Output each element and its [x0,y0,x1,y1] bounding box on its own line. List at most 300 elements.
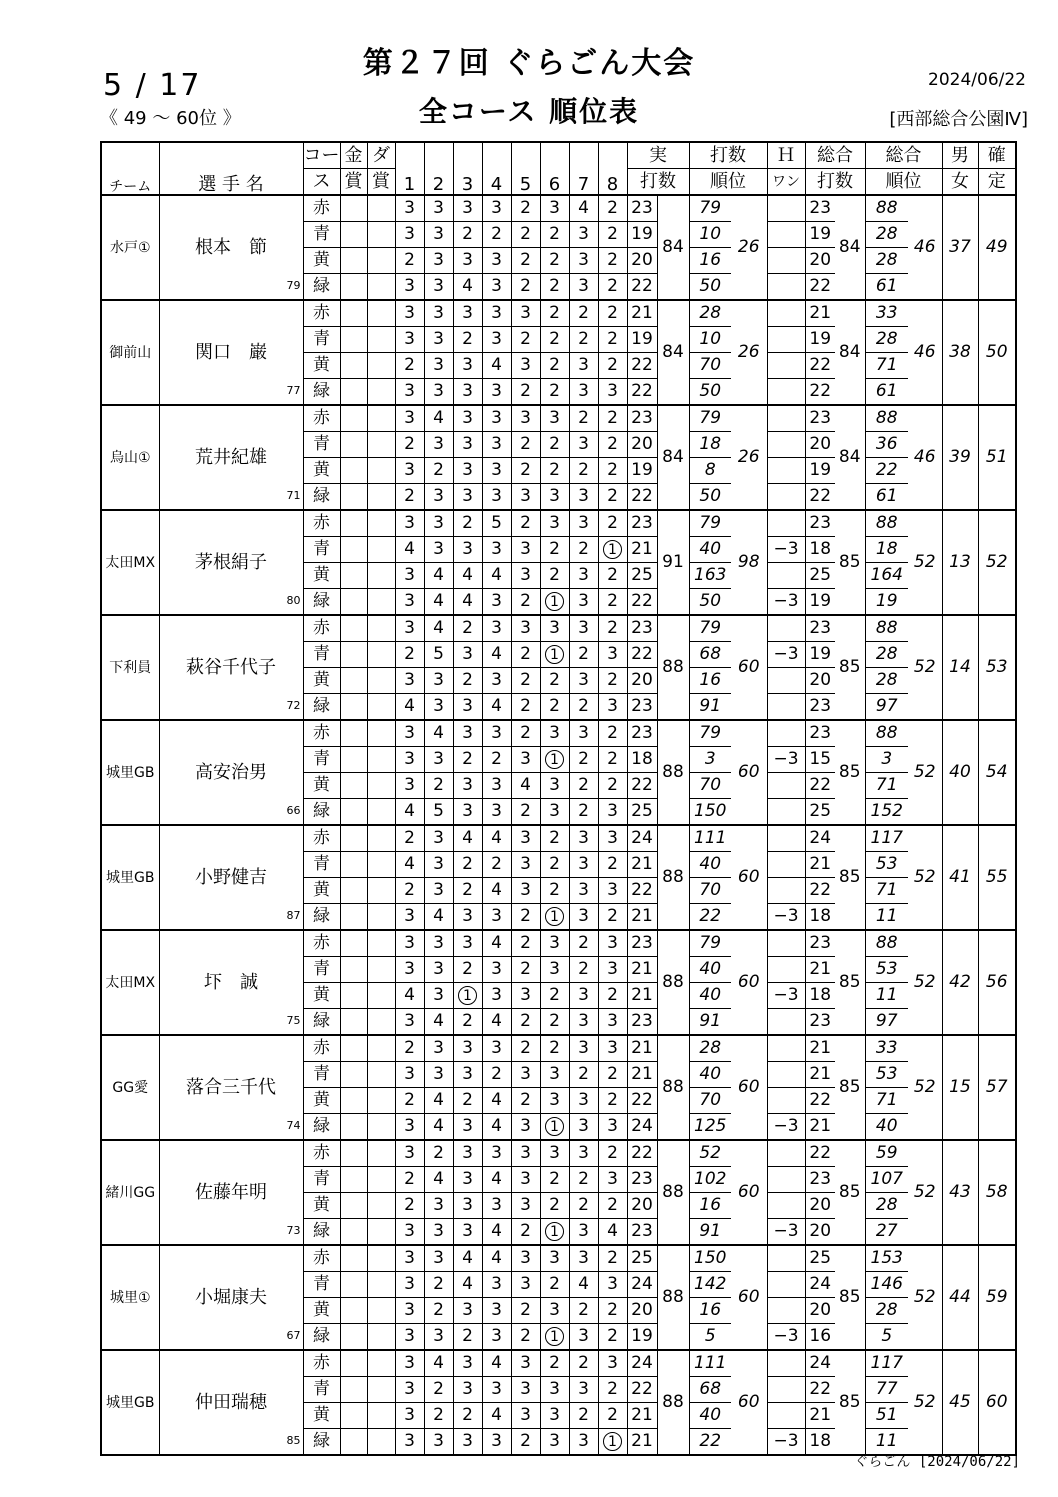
course-total-rank: 71 [865,878,908,904]
table-row [101,510,1016,537]
hole-score: 4 [482,1114,511,1141]
hole-score: 3 [598,642,627,668]
course-label: 黄 [303,563,340,589]
da-prize [367,484,395,511]
course-label: 赤 [303,510,340,537]
course-rank: 28 [689,1035,731,1062]
course-rank: 91 [689,1009,731,1036]
hole-score: 3 [482,458,511,484]
hole-score: 2 [511,1429,540,1456]
hole-score: 3 [424,825,453,852]
hole-score: 3 [424,694,453,721]
hole-in-one-mark: 1 [545,750,564,769]
hole-score: 3 [424,668,453,694]
course-total-strokes: 21 [805,852,835,878]
hole-score: 3 [395,1272,424,1298]
hole-score: 3 [395,668,424,694]
da-prize [367,1245,395,1272]
da-prize [367,353,395,379]
hole-score: 3 [482,300,511,327]
hole-score: 4 [482,1350,511,1377]
total-strokes: 84 [835,405,865,510]
gold-prize [340,1298,367,1324]
handicap: 72 [286,699,301,712]
handicap: 67 [286,1329,301,1342]
total-rank: 52 [908,1035,942,1140]
player-name-text: 佐藤年明 [195,1181,267,1203]
hole-score: 3 [424,1219,453,1246]
hole-score: 3 [540,930,569,957]
hole-score: 4 [482,1403,511,1429]
col-hole-5: 5 [511,142,540,195]
hole-score: 3 [395,458,424,484]
hole-score: 2 [395,484,424,511]
hole-score: 2 [453,1088,482,1114]
course-rank: 40 [689,537,731,563]
hole-score: 3 [540,773,569,799]
course-strokes: 21 [627,904,657,931]
hole-score: 3 [569,1324,598,1351]
player-name [159,825,303,930]
course-total-strokes: 19 [805,222,835,248]
hole-score: 4 [424,563,453,589]
da-prize [367,720,395,747]
course-strokes: 23 [627,615,657,642]
hole-score: 2 [395,432,424,458]
hole-score: 3 [395,1377,424,1403]
course-rank: 40 [689,1062,731,1088]
course-label: 青 [303,747,340,773]
hole-score [540,589,569,616]
hole-score: 3 [482,589,511,616]
hole-score: 3 [453,799,482,826]
team-name: 水戸① [101,195,159,300]
strokes-rank: 60 [731,825,767,930]
hole-score: 2 [598,852,627,878]
course-total-strokes: 24 [805,1272,835,1298]
course-rank: 40 [689,957,731,983]
hole-score: 3 [569,484,598,511]
page-number: 5 / 17 [103,68,202,103]
course-rank: 79 [689,930,731,957]
course-total-strokes: 21 [805,300,835,327]
hole-score: 3 [511,484,540,511]
course-total-rank: 19 [865,589,908,616]
da-prize [367,694,395,721]
team-name: 烏山① [101,405,159,510]
gold-prize [340,1140,367,1167]
hole-score [540,747,569,773]
hole-score: 2 [598,458,627,484]
gold-prize [340,1167,367,1193]
actual-strokes: 88 [657,720,689,825]
course-total-rank: 88 [865,720,908,747]
hole-score: 4 [453,825,482,852]
col-actual-bottom: 打数 [627,169,689,196]
results-table [100,141,1017,1456]
course-strokes: 23 [627,195,657,222]
hole-in-one-bonus: −3 [767,537,805,563]
course-total-rank: 33 [865,1035,908,1062]
course-total-strokes: 22 [805,379,835,406]
actual-strokes: 91 [657,510,689,615]
hole-score: 3 [569,1114,598,1141]
course-total-rank: 61 [865,274,908,301]
gold-prize [340,405,367,432]
course-strokes: 24 [627,825,657,852]
course-label: 緑 [303,1324,340,1351]
hole-score: 3 [598,379,627,406]
hole-score: 2 [569,1062,598,1088]
hole-score: 2 [569,642,598,668]
hole-score: 2 [598,248,627,274]
course-total-strokes: 20 [805,1219,835,1246]
col-course-bottom: ス [303,169,340,196]
course-label: 緑 [303,379,340,406]
hole-in-one-bonus [767,1088,805,1114]
hole-score: 3 [453,1377,482,1403]
gold-prize [340,825,367,852]
course-label: 赤 [303,720,340,747]
hole-score: 3 [569,852,598,878]
hole-score: 2 [569,537,598,563]
table-row [101,930,1016,957]
hole-score: 2 [598,563,627,589]
hole-score: 3 [395,405,424,432]
hole-in-one-bonus [767,432,805,458]
gold-prize [340,983,367,1009]
hole-score: 3 [511,825,540,852]
hole-in-one-bonus [767,1193,805,1219]
table-row [101,720,1016,747]
actual-strokes: 84 [657,195,689,300]
hole-score: 2 [540,852,569,878]
hole-score: 2 [395,1035,424,1062]
total-strokes: 84 [835,300,865,405]
hole-score: 2 [540,1350,569,1377]
hole-score: 2 [511,1298,540,1324]
strokes-rank: 60 [731,1245,767,1350]
course-rank: 8 [689,458,731,484]
course-rank: 16 [689,1298,731,1324]
hole-score: 3 [511,353,540,379]
course-label: 赤 [303,825,340,852]
hole-score: 2 [511,642,540,668]
course-rank: 18 [689,432,731,458]
course-total-strokes: 21 [805,1035,835,1062]
col-total-bottom: 打数 [805,169,865,196]
course-rank: 70 [689,353,731,379]
hole-score [598,1429,627,1456]
hole-score: 2 [598,589,627,616]
actual-strokes: 88 [657,615,689,720]
hole-score: 2 [540,300,569,327]
course-total-strokes: 15 [805,747,835,773]
gold-prize [340,1245,367,1272]
hole-score: 2 [569,458,598,484]
player-name [159,1245,303,1350]
da-prize [367,1324,395,1351]
course-rank: 79 [689,510,731,537]
strokes-rank: 60 [731,930,767,1035]
strokes-rank: 26 [731,405,767,510]
course-total-strokes: 19 [805,589,835,616]
course-label: 赤 [303,1245,340,1272]
total-strokes: 85 [835,1245,865,1350]
strokes-rank: 60 [731,1350,767,1455]
course-rank: 79 [689,405,731,432]
hole-score: 3 [482,957,511,983]
hole-in-one-bonus [767,1167,805,1193]
table-row [101,1350,1016,1377]
hole-score: 2 [395,1167,424,1193]
gold-prize [340,1193,367,1219]
hole-score: 3 [511,1272,540,1298]
hole-score: 2 [598,747,627,773]
course-strokes: 25 [627,799,657,826]
hole-score: 5 [424,642,453,668]
hole-score: 3 [482,195,511,222]
handicap: 75 [286,1014,301,1027]
team-name: 太田MX [101,510,159,615]
total-rank: 46 [908,405,942,510]
course-total-strokes: 24 [805,1350,835,1377]
course-strokes: 19 [627,1324,657,1351]
handicap: 74 [286,1119,301,1132]
hole-score: 4 [395,799,424,826]
course-strokes: 23 [627,930,657,957]
hole-score: 5 [424,799,453,826]
hole-score: 4 [424,1088,453,1114]
hole-score: 3 [569,720,598,747]
rank-range: 《 49 ～ 60位 》 [100,108,241,129]
hole-score: 2 [540,222,569,248]
course-label: 緑 [303,1219,340,1246]
course-total-rank: 117 [865,825,908,852]
gold-prize [340,957,367,983]
course-label: 青 [303,537,340,563]
course-rank: 70 [689,773,731,799]
hole-score: 3 [482,379,511,406]
course-strokes: 22 [627,353,657,379]
hole-score: 2 [540,1167,569,1193]
course-rank: 52 [689,1140,731,1167]
course-total-rank: 11 [865,983,908,1009]
gold-prize [340,1035,367,1062]
hole-score: 2 [482,747,511,773]
hole-score: 3 [424,852,453,878]
gold-prize [340,1009,367,1036]
hole-score: 3 [598,1350,627,1377]
course-strokes: 20 [627,668,657,694]
hole-score: 2 [482,852,511,878]
hole-score: 3 [453,694,482,721]
hole-in-one-bonus [767,1140,805,1167]
hole-score: 2 [598,353,627,379]
course-total-rank: 61 [865,484,908,511]
hole-in-one-bonus [767,274,805,301]
hole-in-one-mark: 1 [545,1117,564,1136]
hole-score: 3 [569,1377,598,1403]
strokes-rank: 60 [731,615,767,720]
da-prize [367,1035,395,1062]
gold-prize [340,720,367,747]
total-strokes: 84 [835,195,865,300]
course-total-rank: 11 [865,904,908,931]
hole-score: 4 [453,1272,482,1298]
total-strokes: 85 [835,615,865,720]
hole-score: 3 [395,222,424,248]
team-name: 下利員 [101,615,159,720]
course-rank: 111 [689,825,731,852]
hole-score: 3 [511,563,540,589]
event-date: 2024/06/22 [928,70,1026,90]
hole-score: 3 [395,1062,424,1088]
gold-prize [340,694,367,721]
hole-in-one-bonus [767,510,805,537]
course-total-rank: 77 [865,1377,908,1403]
col-gender-top: 男 [942,142,978,169]
hole-score: 3 [569,878,598,904]
hole-score: 2 [424,1298,453,1324]
da-prize [367,799,395,826]
hole-score: 3 [395,930,424,957]
course-total-strokes: 20 [805,432,835,458]
hole-score: 2 [598,222,627,248]
hole-score: 2 [598,327,627,353]
gold-prize [340,852,367,878]
course-label: 青 [303,957,340,983]
gold-prize [340,484,367,511]
hole-score: 3 [453,1062,482,1088]
hole-score: 3 [482,1298,511,1324]
hole-score: 3 [482,1324,511,1351]
hole-score: 2 [395,248,424,274]
table-row [101,825,1016,852]
hole-score: 2 [395,825,424,852]
player-name-text: 根本 節 [195,236,267,258]
strokes-rank: 98 [731,510,767,615]
course-strokes: 21 [627,1403,657,1429]
hole-score: 3 [569,1245,598,1272]
hole-score: 2 [511,589,540,616]
course-total-rank: 28 [865,1298,908,1324]
hole-score: 2 [424,1377,453,1403]
hole-score: 3 [453,432,482,458]
hole-score: 3 [453,1035,482,1062]
hole-score: 3 [511,852,540,878]
gender-rank: 38 [942,300,978,405]
hole-score: 3 [540,1062,569,1088]
course-total-rank: 53 [865,1062,908,1088]
course-total-strokes: 22 [805,484,835,511]
hole-score: 3 [395,1403,424,1429]
course-rank: 142 [689,1272,731,1298]
final-rank: 57 [978,1035,1016,1140]
hole-in-one-bonus [767,327,805,353]
hole-score: 3 [598,930,627,957]
col-hole-1: 1 [395,142,424,195]
hole-score: 3 [424,248,453,274]
hole-score: 3 [424,747,453,773]
course-total-rank: 152 [865,799,908,826]
col-total-rank-top: 総合 [865,142,942,169]
hole-score: 2 [511,195,540,222]
da-prize [367,930,395,957]
total-rank: 52 [908,720,942,825]
hole-score: 2 [540,248,569,274]
hole-score: 3 [395,904,424,931]
hole-score: 3 [598,957,627,983]
hole-score: 4 [453,589,482,616]
course-label: 赤 [303,930,340,957]
hole-score [540,642,569,668]
col-gold-top: 金 [340,142,367,169]
hole-score: 2 [540,694,569,721]
course-label: 青 [303,327,340,353]
handicap: 87 [286,909,301,922]
course-label: 赤 [303,195,340,222]
hole-score: 3 [453,1114,482,1141]
course-total-rank: 3 [865,747,908,773]
hole-in-one-mark: 1 [545,907,564,926]
hole-score: 4 [424,405,453,432]
hole-in-one-bonus [767,563,805,589]
actual-strokes: 88 [657,930,689,1035]
hole-score: 2 [424,1140,453,1167]
player-name-text: 萩谷千代子 [186,656,276,678]
final-rank: 50 [978,300,1016,405]
course-label: 青 [303,642,340,668]
hole-in-one-bonus [767,458,805,484]
hole-score: 3 [395,589,424,616]
hole-score: 2 [598,904,627,931]
course-strokes: 23 [627,694,657,721]
course-label: 青 [303,852,340,878]
hole-score: 3 [453,773,482,799]
course-total-strokes: 20 [805,1193,835,1219]
course-rank: 50 [689,379,731,406]
da-prize [367,1219,395,1246]
da-prize [367,825,395,852]
hole-in-one-mark: 1 [545,1327,564,1346]
course-strokes: 23 [627,1167,657,1193]
total-rank: 52 [908,1350,942,1455]
course-total-strokes: 22 [805,274,835,301]
total-rank: 46 [908,300,942,405]
hole-score: 3 [395,379,424,406]
gold-prize [340,379,367,406]
hole-score: 2 [540,1009,569,1036]
hole-in-one-bonus [767,1062,805,1088]
hole-score: 3 [569,432,598,458]
col-course-top: コー [303,142,340,169]
hole-score: 2 [511,327,540,353]
hole-score: 2 [598,720,627,747]
footer-credit: ぐらごん [2024/06/22] [854,1454,1020,1470]
hole-score: 2 [424,1403,453,1429]
hole-score: 4 [424,589,453,616]
gold-prize [340,195,367,222]
hole-score: 3 [482,1035,511,1062]
hole-score: 2 [540,353,569,379]
actual-strokes: 88 [657,1035,689,1140]
gold-prize [340,274,367,301]
hole-score: 3 [511,405,540,432]
course-rank: 50 [689,484,731,511]
hole-score: 2 [424,773,453,799]
course-strokes: 23 [627,720,657,747]
